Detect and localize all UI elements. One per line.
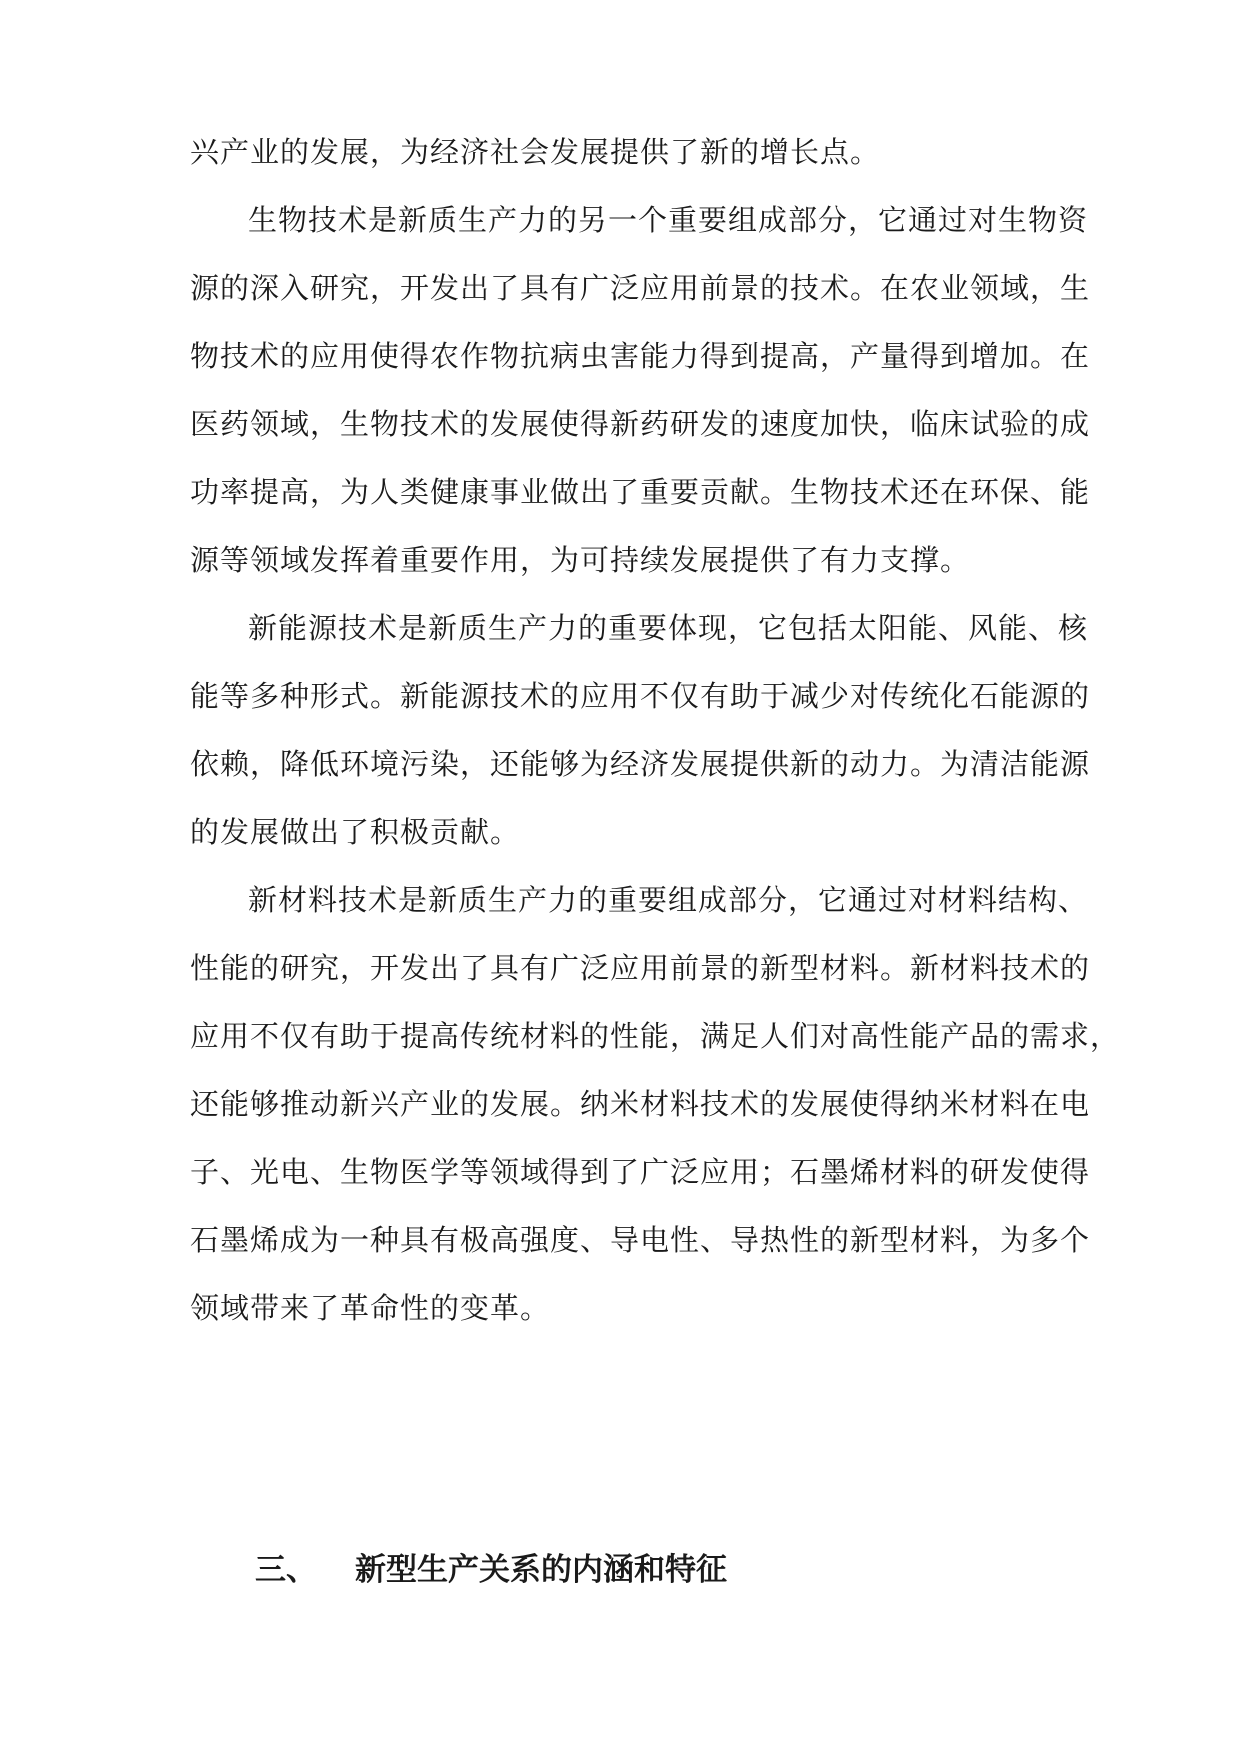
paragraph-line: 子、光电、生物医学等领域得到了广泛应用；石墨烯材料的研发使得 [190,1155,1091,1189]
paragraph-line: 还能够推动新兴产业的发展。纳米材料技术的发展使得纳米材料在电 [190,1087,1091,1121]
paragraph-line: 生物技术是新质生产力的另一个重要组成部分，它通过对生物资 [248,203,1089,237]
section-heading [255,1545,727,1595]
paragraph-line: 新能源技术是新质生产力的重要体现，它包括太阳能、风能、核 [248,611,1089,645]
paragraph-line: 能等多种形式。新能源技术的应用不仅有助于减少对传统化石能源的 [190,679,1091,713]
section-number: 三、 [255,1552,317,1588]
paragraph-line: 的发展做出了积极贡献。 [190,815,521,849]
paragraph-line: 石墨烯成为一种具有极高强度、导电性、导热性的新型材料，为多个 [190,1223,1091,1257]
paragraph-line: 兴产业的发展，为经济社会发展提供了新的增长点。 [190,135,881,169]
paragraph-line: 依赖，降低环境污染，还能够为经济发展提供新的动力。为清洁能源 [190,747,1091,781]
paragraph-line: 功率提高，为人类健康事业做出了重要贡献。生物技术还在环保、能 [190,475,1091,509]
paragraph-line: 源的深入研究，开发出了具有广泛应用前景的技术。在农业领域，生 [190,271,1091,305]
paragraph-line: 物技术的应用使得农作物抗病虫害能力得到提高，产量得到增加。在 [190,339,1091,373]
paragraph-line: 医药领域，生物技术的发展使得新药研发的速度加快，临床试验的成 [190,407,1091,441]
paragraph-line: 应用不仅有助于提高传统材料的性能，满足人们对高性能产品的需求， [190,1019,1121,1053]
paragraph-line: 领域带来了革命性的变革。 [190,1291,551,1325]
paragraph-line: 性能的研究，开发出了具有广泛应用前景的新型材料。新材料技术的 [190,951,1091,985]
paragraph-line: 源等领域发挥着重要作用，为可持续发展提供了有力支撑。 [190,543,971,577]
paragraph-line: 新材料技术是新质生产力的重要组成部分，它通过对材料结构、 [248,883,1089,917]
section-title: 新型生产关系的内涵和特征 [355,1552,727,1588]
